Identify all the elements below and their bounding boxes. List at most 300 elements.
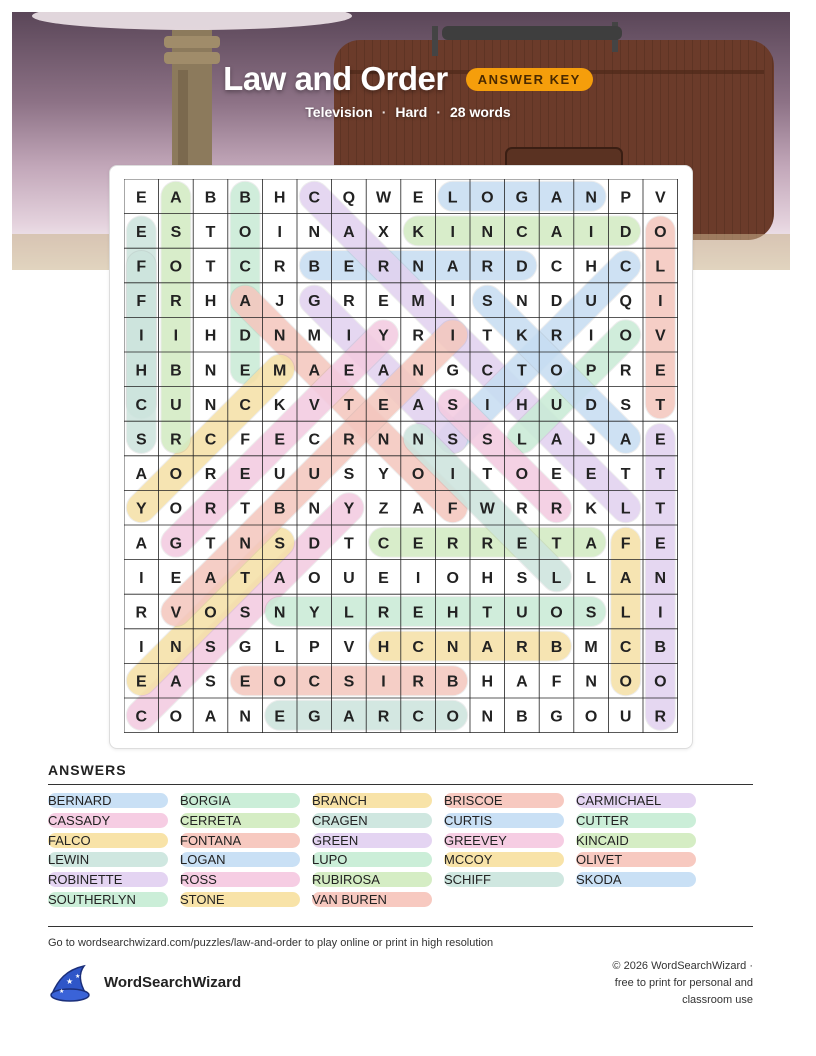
grid-letter[interactable]: M bbox=[307, 327, 321, 345]
grid-letter[interactable]: A bbox=[412, 396, 424, 414]
title-block bbox=[0, 60, 816, 98]
grid-letter[interactable]: D bbox=[516, 258, 528, 276]
grid-letter[interactable]: U bbox=[308, 466, 321, 484]
difficulty-label: Hard bbox=[395, 104, 428, 120]
grid-letter[interactable]: C bbox=[481, 362, 494, 380]
grid-letter[interactable]: C bbox=[204, 431, 217, 449]
grid-letter[interactable]: L bbox=[620, 500, 631, 518]
grid-letter[interactable]: C bbox=[516, 223, 528, 241]
grid-letter[interactable]: O bbox=[273, 673, 286, 691]
grid-letter[interactable]: B bbox=[308, 258, 321, 276]
grid-letter[interactable]: T bbox=[482, 466, 493, 484]
grid-letter[interactable]: S bbox=[343, 673, 355, 691]
grid-letter[interactable]: T bbox=[482, 604, 493, 622]
answer-word: SKODA bbox=[576, 872, 696, 887]
grid-letter[interactable]: L bbox=[551, 569, 562, 587]
grid-letter[interactable]: I bbox=[450, 293, 455, 311]
answer-word: BRANCH bbox=[312, 793, 432, 808]
grid-letter[interactable]: N bbox=[654, 569, 667, 587]
grid-letter[interactable]: R bbox=[550, 500, 563, 518]
answer-word: GREEVEY bbox=[444, 833, 564, 848]
grid-letter[interactable]: T bbox=[517, 362, 527, 380]
svg-text:★: ★ bbox=[66, 977, 74, 986]
grid-letter[interactable]: A bbox=[619, 569, 632, 587]
grid-letter[interactable]: B bbox=[204, 189, 217, 207]
grid-letter[interactable]: F bbox=[620, 535, 631, 553]
grid-letter[interactable]: U bbox=[343, 569, 355, 587]
grid-letter[interactable]: R bbox=[170, 431, 182, 449]
grid-letter[interactable]: E bbox=[135, 223, 147, 241]
grid-letter[interactable]: I bbox=[346, 327, 352, 345]
grid-letter[interactable]: S bbox=[481, 293, 493, 311]
grid-letter[interactable]: R bbox=[516, 639, 528, 657]
grid-letter[interactable]: V bbox=[308, 396, 320, 414]
grid-letter[interactable]: Y bbox=[308, 604, 320, 622]
grid-letter[interactable]: T bbox=[655, 396, 666, 414]
grid-letter[interactable]: R bbox=[343, 293, 355, 311]
grid-letter[interactable]: O bbox=[654, 223, 667, 241]
grid-letter[interactable]: L bbox=[274, 639, 285, 657]
grid-letter[interactable]: E bbox=[378, 396, 389, 414]
grid-letter[interactable]: S bbox=[239, 604, 251, 622]
grid-letter[interactable]: N bbox=[308, 223, 321, 241]
grid-letter[interactable]: H bbox=[481, 569, 494, 587]
answer-word: CUTTER bbox=[576, 813, 696, 828]
divider bbox=[48, 784, 753, 785]
grid-letter[interactable]: U bbox=[619, 708, 632, 726]
grid-letter[interactable]: K bbox=[412, 223, 424, 241]
grid-letter[interactable]: S bbox=[135, 431, 147, 449]
grid-letter[interactable]: E bbox=[654, 535, 666, 553]
grid-letter[interactable]: L bbox=[447, 189, 458, 207]
grid-letter[interactable]: T bbox=[205, 258, 216, 276]
grid-letter[interactable]: G bbox=[446, 362, 459, 380]
grid-letter[interactable]: N bbox=[412, 258, 424, 276]
grid-letter[interactable]: I bbox=[658, 293, 663, 311]
grid-letter[interactable]: S bbox=[585, 604, 597, 622]
grid-letter[interactable]: N bbox=[239, 535, 251, 553]
grid-letter[interactable]: I bbox=[485, 396, 490, 414]
grid-letter[interactable]: O bbox=[204, 604, 217, 622]
grid-letter[interactable]: R bbox=[343, 431, 355, 449]
grid-letter[interactable]: L bbox=[655, 258, 666, 276]
copyright-line: classroom use bbox=[682, 994, 753, 1006]
grid-letter[interactable]: R bbox=[550, 327, 563, 345]
grid-letter[interactable]: L bbox=[620, 604, 631, 622]
grid-letter[interactable]: G bbox=[550, 708, 563, 726]
grid-letter[interactable]: P bbox=[308, 639, 320, 657]
grid-letter[interactable]: C bbox=[550, 258, 563, 276]
grid-letter[interactable]: Y bbox=[378, 327, 389, 345]
grid-letter[interactable]: N bbox=[308, 500, 321, 518]
grid-letter[interactable]: R bbox=[204, 466, 217, 484]
answer-word: CARMICHAEL bbox=[576, 793, 696, 808]
grid-letter[interactable]: R bbox=[204, 500, 217, 518]
grid-letter[interactable]: S bbox=[620, 396, 632, 414]
grid-letter[interactable]: K bbox=[273, 396, 286, 414]
grid-letter[interactable]: O bbox=[619, 327, 632, 345]
copyright-line: free to print for personal and bbox=[614, 977, 753, 989]
grid-letter[interactable]: E bbox=[239, 673, 251, 691]
grid-letter[interactable]: U bbox=[516, 604, 528, 622]
grid-letter[interactable]: C bbox=[377, 535, 390, 553]
grid-letter[interactable]: Z bbox=[378, 500, 389, 518]
puzzle-meta bbox=[0, 104, 816, 120]
grid-letter[interactable]: O bbox=[446, 708, 459, 726]
grid-letter[interactable]: T bbox=[344, 396, 354, 414]
grid-letter[interactable]: C bbox=[308, 431, 321, 449]
grid-letter[interactable]: S bbox=[343, 466, 355, 484]
answer-word: FALCO bbox=[48, 833, 168, 848]
grid-letter[interactable]: T bbox=[205, 535, 216, 553]
grid-letter[interactable]: I bbox=[588, 327, 594, 345]
answer-word: KINCAID bbox=[576, 833, 696, 848]
grid-letter[interactable]: C bbox=[412, 708, 424, 726]
grid-letter[interactable]: B bbox=[516, 708, 528, 726]
answer-key-badge: ANSWER KEY bbox=[466, 68, 593, 91]
brand-name: WordSearchWizard bbox=[104, 974, 242, 991]
grid-letter[interactable]: H bbox=[481, 673, 494, 691]
answer-word: RUBIROSA bbox=[312, 872, 432, 887]
grid-letter[interactable]: H bbox=[204, 293, 217, 311]
grid-letter[interactable]: N bbox=[481, 223, 494, 241]
grid-letter[interactable]: S bbox=[274, 535, 286, 553]
grid-letter[interactable]: A bbox=[170, 189, 182, 207]
grid-letter[interactable]: N bbox=[516, 293, 528, 311]
grid-letter[interactable]: I bbox=[277, 223, 282, 241]
grid-letter[interactable]: S bbox=[205, 639, 216, 657]
grid-letter[interactable]: R bbox=[412, 673, 424, 691]
grid-letter[interactable]: N bbox=[239, 708, 251, 726]
grid-letter[interactable]: O bbox=[584, 708, 598, 726]
grid-letter[interactable]: H bbox=[135, 362, 148, 380]
grid-letter[interactable]: N bbox=[204, 362, 217, 380]
grid-letter[interactable]: U bbox=[273, 466, 286, 484]
category-label: Television bbox=[305, 104, 373, 120]
grid-letter[interactable]: N bbox=[446, 639, 459, 657]
grid-letter[interactable]: A bbox=[170, 673, 182, 691]
grid-letter[interactable]: R bbox=[377, 708, 390, 726]
grid-letter[interactable]: E bbox=[412, 535, 424, 553]
grid-letter[interactable]: F bbox=[551, 673, 562, 691]
copyright-notice bbox=[583, 958, 753, 1009]
grid-letter[interactable]: C bbox=[135, 396, 148, 414]
answer-word: VAN BUREN bbox=[312, 892, 432, 907]
grid-letter[interactable]: N bbox=[412, 431, 424, 449]
grid-letter[interactable]: A bbox=[204, 708, 217, 726]
grid-letter[interactable]: B bbox=[654, 639, 667, 657]
meta-separator: · bbox=[436, 104, 441, 120]
grid-letter[interactable]: N bbox=[273, 327, 286, 345]
grid-letter[interactable]: O bbox=[619, 673, 632, 691]
meta-separator: · bbox=[381, 104, 387, 120]
grid-letter[interactable]: T bbox=[551, 535, 562, 553]
grid-letter[interactable]: N bbox=[585, 673, 597, 691]
grid-letter[interactable]: C bbox=[135, 708, 148, 726]
grid-letter[interactable]: E bbox=[654, 362, 666, 380]
grid-letter[interactable]: R bbox=[412, 327, 424, 345]
grid-letter[interactable]: D bbox=[619, 223, 632, 241]
answer-word: GREEN bbox=[312, 833, 432, 848]
grid-letter[interactable]: O bbox=[169, 708, 183, 726]
grid-letter[interactable]: O bbox=[411, 466, 425, 484]
answer-word: CRAGEN bbox=[312, 813, 432, 828]
grid-letter[interactable]: A bbox=[481, 639, 494, 657]
answer-word: SCHIFF bbox=[444, 872, 564, 887]
grid-letter[interactable]: A bbox=[377, 362, 390, 380]
grid-letter[interactable]: E bbox=[412, 604, 424, 622]
grid-letter[interactable]: N bbox=[585, 189, 597, 207]
grid-letter[interactable]: I bbox=[588, 223, 594, 241]
grid-letter[interactable]: E bbox=[551, 466, 562, 484]
grid-letter[interactable]: E bbox=[239, 362, 251, 380]
grid-letter[interactable]: C bbox=[239, 396, 251, 414]
answer-word: CURTIS bbox=[444, 813, 564, 828]
answer-word: LUPO bbox=[312, 852, 432, 867]
grid-letter[interactable]: T bbox=[240, 500, 250, 518]
wizard-hat-icon bbox=[48, 962, 94, 1004]
grid-letter[interactable]: E bbox=[378, 293, 389, 311]
answer-word: SOUTHERLYN bbox=[48, 892, 168, 907]
grid-letter[interactable]: R bbox=[135, 604, 148, 622]
grid-letter[interactable]: Y bbox=[135, 500, 147, 518]
copyright-line: © 2026 WordSearchWizard · bbox=[612, 960, 753, 972]
grid-letter[interactable]: N bbox=[481, 708, 494, 726]
answer-word: ROSS bbox=[180, 872, 300, 887]
grid-letter[interactable]: T bbox=[482, 327, 493, 345]
grid-letter[interactable]: A bbox=[619, 431, 632, 449]
grid-letter[interactable]: G bbox=[169, 535, 183, 553]
grid-letter[interactable]: R bbox=[377, 604, 390, 622]
grid-letter[interactable]: E bbox=[516, 535, 528, 553]
grid-letter[interactable]: C bbox=[412, 639, 424, 657]
footer-link-text[interactable]: Go to wordsearchwizard.com/puzzles/law-and-order to play online or print in high resolution bbox=[48, 937, 494, 949]
grid-letter[interactable]: T bbox=[620, 466, 631, 484]
grid-letter[interactable]: Q bbox=[342, 189, 356, 207]
grid-letter[interactable]: B bbox=[239, 189, 251, 207]
grid-letter[interactable]: A bbox=[239, 293, 251, 311]
grid-letter[interactable]: T bbox=[344, 535, 354, 553]
grid-letter[interactable]: I bbox=[415, 569, 421, 587]
grid-letter[interactable]: A bbox=[273, 569, 286, 587]
answer-word: CERRETA bbox=[180, 813, 300, 828]
grid-letter[interactable]: A bbox=[135, 535, 148, 553]
grid-letter[interactable]: N bbox=[273, 604, 286, 622]
grid-letter[interactable]: L bbox=[517, 431, 527, 449]
grid-letter[interactable]: H bbox=[585, 258, 597, 276]
answer-word: ROBINETTE bbox=[48, 872, 168, 887]
grid-letter[interactable]: I bbox=[139, 639, 144, 657]
grid-letter[interactable]: G bbox=[515, 189, 529, 207]
grid-letter[interactable]: M bbox=[273, 362, 287, 380]
grid-letter[interactable]: E bbox=[239, 466, 251, 484]
grid-letter[interactable]: T bbox=[205, 223, 216, 241]
grid-letter[interactable]: A bbox=[550, 431, 563, 449]
grid-letter[interactable]: D bbox=[585, 396, 597, 414]
grid-letter[interactable]: L bbox=[586, 569, 596, 587]
grid-letter[interactable]: V bbox=[654, 189, 666, 207]
grid-letter[interactable]: F bbox=[447, 500, 458, 518]
grid-letter[interactable]: Y bbox=[378, 466, 389, 484]
grid-letter[interactable]: A bbox=[204, 569, 217, 587]
grid-letter[interactable]: O bbox=[550, 604, 563, 622]
grid-letter[interactable]: T bbox=[240, 569, 250, 587]
grid-letter[interactable]: E bbox=[378, 569, 389, 587]
grid-letter[interactable]: T bbox=[655, 500, 666, 518]
grid-letter[interactable]: B bbox=[273, 500, 286, 518]
grid-letter[interactable]: D bbox=[550, 293, 563, 311]
grid-letter[interactable]: E bbox=[274, 431, 286, 449]
answers-heading: ANSWERS bbox=[48, 762, 127, 778]
grid-letter[interactable]: O bbox=[169, 500, 183, 518]
grid-letter[interactable]: O bbox=[446, 569, 459, 587]
grid-letter[interactable]: U bbox=[550, 396, 563, 414]
answer-word: STONE bbox=[180, 892, 300, 907]
grid-letter[interactable]: U bbox=[170, 396, 182, 414]
grid-letter[interactable]: I bbox=[450, 466, 455, 484]
grid-letter[interactable]: J bbox=[586, 431, 596, 449]
grid-letter[interactable]: Y bbox=[343, 500, 355, 518]
answer-word: BERNARD bbox=[48, 793, 168, 808]
grid-letter[interactable]: N bbox=[170, 639, 182, 657]
grid-letter[interactable]: U bbox=[585, 293, 597, 311]
grid-letter[interactable]: E bbox=[654, 431, 666, 449]
grid-letter[interactable]: V bbox=[343, 639, 355, 657]
grid-letter[interactable]: L bbox=[344, 604, 354, 622]
grid-letter[interactable]: R bbox=[516, 500, 528, 518]
grid-letter[interactable]: A bbox=[550, 223, 563, 241]
grid-letter[interactable]: H bbox=[377, 639, 390, 657]
grid-letter[interactable]: P bbox=[585, 362, 597, 380]
answer-word: OLIVET bbox=[576, 852, 696, 867]
grid-letter[interactable]: A bbox=[550, 189, 563, 207]
grid-letter[interactable]: J bbox=[275, 293, 285, 311]
grid-letter[interactable]: A bbox=[135, 466, 148, 484]
grid-letter[interactable]: E bbox=[585, 466, 597, 484]
grid-letter[interactable]: I bbox=[658, 604, 663, 622]
grid-letter[interactable]: R bbox=[654, 708, 667, 726]
grid-letter[interactable]: S bbox=[170, 223, 182, 241]
grid-letter[interactable]: V bbox=[654, 327, 666, 345]
grid-letter[interactable]: E bbox=[343, 362, 355, 380]
grid-letter[interactable]: H bbox=[204, 327, 217, 345]
grid-letter[interactable]: W bbox=[479, 500, 495, 518]
grid-letter[interactable]: H bbox=[516, 396, 528, 414]
grid-letter[interactable]: B bbox=[170, 362, 182, 380]
grid-letter[interactable]: O bbox=[515, 466, 529, 484]
grid-letter[interactable]: P bbox=[620, 189, 632, 207]
answer-word: BORGIA bbox=[180, 793, 300, 808]
answer-word: LOGAN bbox=[180, 852, 300, 867]
grid-letter[interactable]: X bbox=[378, 223, 389, 241]
grid-letter[interactable]: W bbox=[375, 189, 392, 207]
grid-letter[interactable]: K bbox=[585, 500, 597, 518]
grid-letter[interactable]: O bbox=[481, 189, 494, 207]
grid-letter[interactable]: A bbox=[412, 500, 424, 518]
grid-letter[interactable]: S bbox=[447, 396, 459, 414]
grid-letter[interactable]: I bbox=[450, 223, 455, 241]
grid-letter[interactable]: O bbox=[169, 466, 183, 484]
grid-letter[interactable]: O bbox=[550, 362, 563, 380]
grid-letter[interactable]: S bbox=[516, 569, 528, 587]
answer-word: BRISCOE bbox=[444, 793, 564, 808]
grid-letter[interactable]: O bbox=[169, 258, 183, 276]
grid-letter[interactable]: N bbox=[412, 362, 424, 380]
grid-letter[interactable]: E bbox=[274, 708, 286, 726]
grid-letter[interactable]: G bbox=[308, 708, 321, 726]
grid-letter[interactable]: C bbox=[619, 258, 632, 276]
grid-letter[interactable]: Q bbox=[619, 293, 632, 311]
grid-letter[interactable]: D bbox=[308, 535, 321, 553]
answer-word: CASSADY bbox=[48, 813, 168, 828]
grid-letter[interactable]: E bbox=[412, 189, 424, 207]
grid-letter[interactable]: F bbox=[136, 293, 147, 311]
grid-letter[interactable]: B bbox=[446, 673, 459, 691]
grid-letter[interactable]: A bbox=[585, 535, 597, 553]
divider bbox=[48, 926, 753, 927]
grid-letter[interactable]: F bbox=[240, 431, 250, 449]
grid-letter[interactable]: I bbox=[139, 327, 144, 345]
grid-letter[interactable]: E bbox=[135, 673, 147, 691]
grid-letter[interactable]: O bbox=[308, 569, 321, 587]
grid-letter[interactable]: C bbox=[239, 258, 251, 276]
grid-letter[interactable]: E bbox=[343, 258, 355, 276]
grid-letter[interactable]: R bbox=[377, 258, 390, 276]
grid-letter[interactable]: E bbox=[170, 569, 182, 587]
grid-letter[interactable]: M bbox=[411, 293, 425, 311]
grid-letter[interactable]: S bbox=[481, 431, 493, 449]
grid-letter[interactable]: R bbox=[273, 258, 286, 276]
grid-letter[interactable]: K bbox=[516, 327, 528, 345]
page-title: Law and Order bbox=[223, 60, 448, 97]
grid-letter[interactable]: R bbox=[481, 535, 494, 553]
grid-letter[interactable]: I bbox=[381, 673, 386, 691]
grid-letter[interactable]: G bbox=[308, 293, 321, 311]
grid-letter[interactable]: S bbox=[205, 673, 216, 691]
grid-letter[interactable]: M bbox=[584, 639, 598, 657]
grid-letter[interactable]: B bbox=[550, 639, 563, 657]
grid-letter[interactable]: A bbox=[343, 708, 355, 726]
grid-letter[interactable]: V bbox=[170, 604, 182, 622]
grid-letter[interactable]: A bbox=[343, 223, 355, 241]
grid-letter[interactable]: G bbox=[238, 639, 252, 657]
grid-letter[interactable]: A bbox=[446, 258, 459, 276]
grid-letter[interactable]: D bbox=[239, 327, 251, 345]
grid-letter[interactable]: N bbox=[377, 431, 390, 449]
grid-letter[interactable]: R bbox=[481, 258, 494, 276]
grid-letter[interactable]: R bbox=[446, 535, 459, 553]
grid-letter[interactable]: C bbox=[619, 639, 632, 657]
grid-letter[interactable]: O bbox=[654, 673, 667, 691]
grid-letter[interactable]: C bbox=[308, 673, 321, 691]
grid-letter[interactable]: A bbox=[308, 362, 321, 380]
grid-letter[interactable]: C bbox=[308, 189, 321, 207]
grid-letter[interactable]: N bbox=[204, 396, 217, 414]
grid-letter[interactable]: H bbox=[446, 604, 459, 622]
grid-letter[interactable]: H bbox=[273, 189, 286, 207]
grid-letter[interactable]: T bbox=[655, 466, 666, 484]
grid-letter[interactable]: R bbox=[170, 293, 182, 311]
grid-letter[interactable]: O bbox=[238, 223, 252, 241]
grid-letter[interactable]: I bbox=[139, 569, 144, 587]
grid-letter[interactable]: S bbox=[447, 431, 459, 449]
grid-letter[interactable]: A bbox=[516, 673, 528, 691]
grid-letter[interactable]: F bbox=[136, 258, 147, 276]
grid-letter[interactable]: R bbox=[619, 362, 632, 380]
grid-letter[interactable]: E bbox=[135, 189, 147, 207]
grid-letter[interactable]: I bbox=[450, 327, 455, 345]
grid-letter[interactable]: I bbox=[173, 327, 179, 345]
